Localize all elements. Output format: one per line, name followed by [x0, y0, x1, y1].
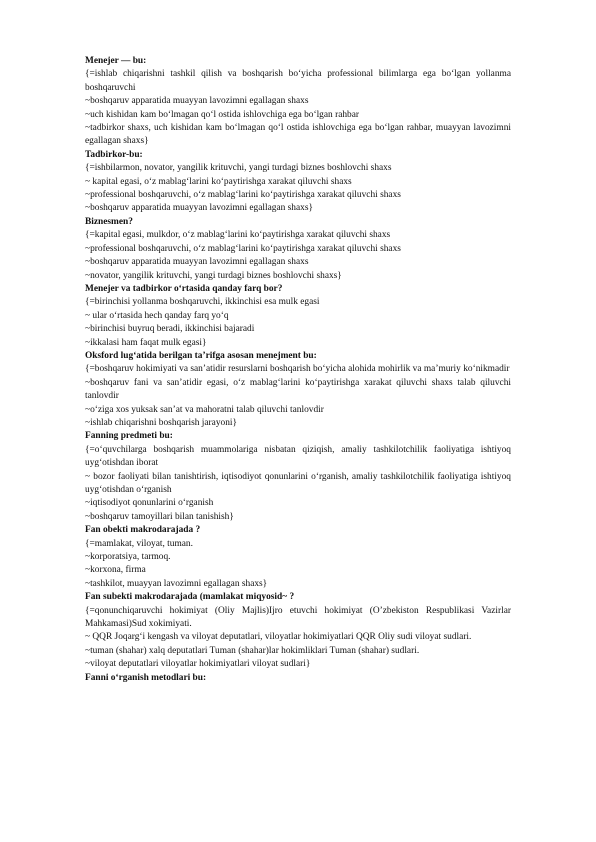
answer-option: ~boshqaruv apparatida muayyan lavozimni egallagan shaxs: [85, 96, 309, 107]
answer-option: ~boshqaruv apparatida muayyan lavozimni egallagan shaxs: [85, 257, 309, 268]
answer-option: ~ishlab chiqarishni boshqarish jarayoni}: [85, 417, 237, 428]
answer-option: ~viloyat deputatlari viloyatlar hokimiyatlari viloyat sudlari}: [85, 659, 311, 670]
answer-option: ~korporatsiya, tarmoq.: [85, 552, 171, 563]
answer-option: {=kapital egasi, mulkdor, o‘z mablag‘larini ko‘paytirishga xarakat qiluvchi shaxs: [85, 230, 391, 241]
answer-option: ~birinchisi buyruq beradi, ikkinchisi bajaradi: [85, 324, 255, 335]
answer-option: ~o‘ziga xos yuksak san’at va mahoratni talab qiluvchi tanlovdir: [85, 404, 324, 415]
answer-option: {=ishbilarmon, novator, yangilik krituvchi, yangi turdagi biznes boshlovchi shaxs: [85, 163, 392, 174]
answer-option: ~iqtisodiyot qonunlarini o‘rganish: [85, 498, 214, 509]
question-heading: Fan obekti makrodarajada ?: [85, 525, 201, 536]
question-heading: Oksford lug‘atida berilgan ta’rifga asosan menejment bu:: [85, 350, 317, 361]
answer-option: ~ QQR Joqarg‘i kengash va viloyat deputatlari, viloyatlar hokimiyatlari QQR Oliy sudi viloyat sudlari.: [85, 632, 472, 643]
answer-option: ~ikkalasi ham faqat mulk egasi}: [85, 337, 207, 348]
answer-option: ~professional boshqaruvchi, o‘z mablag‘larini ko‘paytirishga xarakat qiluvchi shaxs: [85, 190, 401, 201]
answer-option: ~ bozor faoliyati bilan tanishtirish, iqtisodiyot qonunlarini o‘rganish, amaliy tashkilotchilik faoliyatiga ishtiyoq uyg‘otishdan o‘rganish: [85, 471, 511, 495]
question-heading: Menejer va tadbirkor o‘rtasida qanday farq bor?: [85, 283, 283, 294]
answer-option: ~tashkilot, muayyan lavozimni egallagan shaxs}: [85, 578, 268, 589]
answer-option: {=boshqaruv hokimiyati va san’atidir resurslarni boshqarish bo‘yicha alohida mohirlik va ma’muriy ko‘nikmadir: [85, 364, 510, 375]
answer-option: ~novator, yangilik krituvchi, yangi turdagi biznes boshlovchi shaxs}: [85, 270, 342, 281]
answer-option: ~ ular o‘rtasida hech qanday farq yo‘q: [85, 310, 229, 321]
answer-option: ~boshqaruv fani va san’atidir egasi, o‘z mablag‘larini ko‘paytirishga xarakat qiluvchi shaxs talab qiluvchi tanlovdir: [85, 377, 511, 402]
question-heading: Menejer — bu:: [85, 56, 147, 66]
answer-option: {=qonunchiqaruvchi hokimiyat (Oliy Majlis)Ijro etuvchi hokimiyat (O’zbekiston Respublikasi Vazirlar Mahkamasi)Sud xokimiyati.: [85, 605, 511, 630]
question-heading: Biznesmen?: [85, 216, 133, 227]
question-heading: Fanning predmeti bu:: [85, 431, 173, 442]
answer-option: ~korxona, firma: [85, 565, 146, 576]
answer-option: ~tadbirkor shaxs, uch kishidan kam bo‘lmagan qo‘l ostida ishlovchiga ega bo‘lgan rahbar, muayyan lavozimni egallagan shaxs}: [85, 123, 511, 147]
question-heading: Fanni o‘rganish metodlari bu:: [85, 672, 207, 683]
answer-option: {=ishlab chiqarishni tashkil qilish va boshqarish bo‘yicha professional bilimlarga ega bo‘lgan yollanma boshqaruvchi: [85, 69, 511, 93]
answer-option: {=mamlakat, viloyat, tuman.: [85, 538, 193, 549]
answer-option: ~ kapital egasi, o‘z mablag‘larini ko‘paytirishga xarakat qiluvchi shaxs: [85, 176, 352, 187]
answer-option: {=birinchisi yollanma boshqaruvchi, ikkinchisi esa mulk egasi: [85, 297, 320, 308]
question-heading: Tadbirkor-bu:: [85, 149, 143, 160]
answer-option: ~professional boshqaruvchi, o‘z mablag‘larini ko‘paytirishga xarakat qiluvchi shaxs: [85, 243, 401, 254]
question-heading: Fan subekti makrodarajada (mamlakat miqyosid~ ?: [85, 592, 295, 603]
answer-option: ~uch kishidan kam bo‘lmagan qo‘l ostida ishlovchiga ega bo‘lgan rahbar: [85, 109, 360, 120]
answer-option: {=o‘quvchilarga boshqarish muammolariga nisbatan qiziqish, amaliy tashkilotchilik faoliyatiga ishtiyoq uyg‘otishdan iborat: [85, 444, 511, 469]
answer-option: ~tuman (shahar) xalq deputatlari Tuman (shahar)lar hokimliklari Tuman (shahar) sudlari.: [85, 645, 420, 656]
answer-option: ~boshqaruv apparatida muayyan lavozimni egallagan shaxs}: [85, 203, 313, 214]
answer-option: ~boshqaruv tamoyillari bilan tanishish}: [85, 511, 234, 522]
document-page: [85, 55, 511, 685]
